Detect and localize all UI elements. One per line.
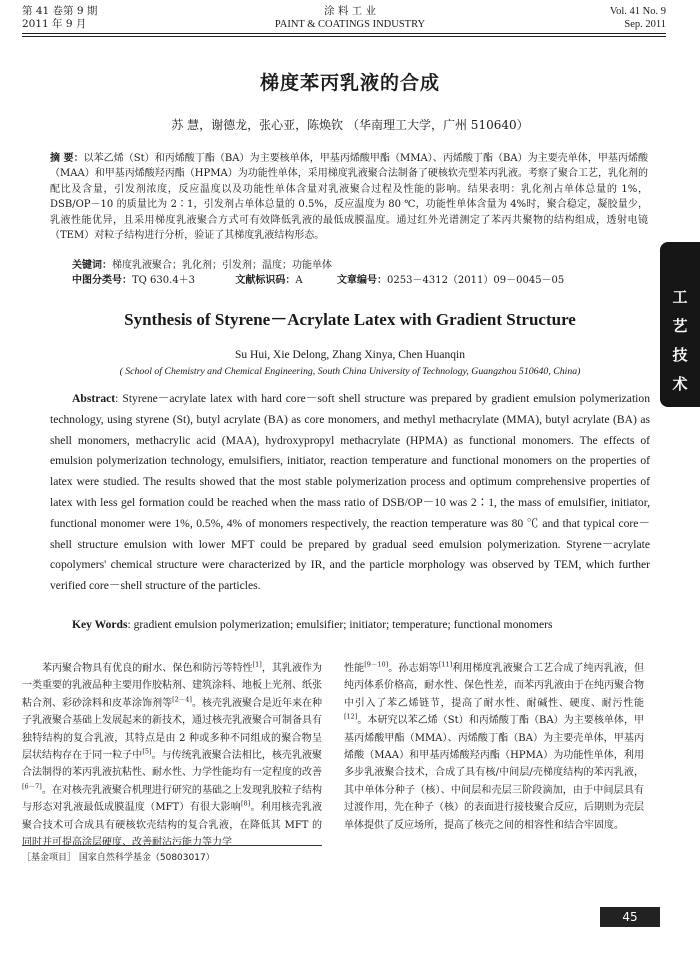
abstract-cn — [50, 151, 648, 243]
keywords-en-label: Key Words — [72, 618, 128, 631]
citation: [9－10] — [364, 660, 389, 669]
side-tab-char: 工 — [672, 288, 688, 306]
side-tab-char: 艺 — [672, 317, 688, 335]
doc-code-label: 文献标识码： — [235, 275, 296, 286]
citation: [11] — [438, 660, 453, 669]
date-cn: 2011 年 9 月 — [22, 18, 87, 30]
fund-footnote: ［基金项目］ 国家自然科学基金（50803017） — [22, 853, 215, 863]
body-text: 。孙志娟等 — [388, 663, 439, 674]
classification-line — [72, 273, 652, 288]
keywords-cn — [72, 258, 652, 273]
class-value: TQ 630.4＋3 — [132, 275, 196, 286]
abstract-en-label: Abstract — [72, 392, 116, 405]
journal-en: PAINT & COATINGS INDUSTRY — [274, 19, 426, 30]
body-right-column — [344, 660, 644, 834]
authors-en: Su Hui, Xie Delong, Zhang Xinya, Chen Huanqin — [235, 349, 465, 361]
header-rule — [22, 33, 666, 34]
side-tab-char: 术 — [672, 375, 688, 393]
body-text: 。在对核壳乳液聚合机理进行研究的基础之上发现乳胶粒子结构与形态对乳液最低成膜温度（MFT）有很大影响 — [22, 784, 322, 814]
volume-en: Vol. 41 No. 9 — [609, 6, 666, 17]
citation: [1] — [252, 660, 262, 669]
keywords-en — [72, 616, 652, 634]
doc-code-value: A — [295, 275, 303, 286]
keywords-en-text: : gradient emulsion polymerization; emulsifier; initiator; temperature; functional monomers — [127, 618, 553, 631]
header-rule-thin — [22, 36, 666, 37]
body-text: 利用梯度乳液聚合工艺合成了纯丙乳液，但纯丙体系价格高，耐水性、保色性差，而苯丙乳液由于在纯丙聚合物中引入了苯乙烯链节，提高了耐水性、耐碱性、硬度、耐污性能 — [344, 663, 645, 709]
affiliation-en: ( School of Chemistry and Chemical Engineering, South China University of Technology, Guangzhou 510640, China) — [119, 366, 581, 377]
body-text: ，其乳液作为一类重要的乳液品种主要用作胶粘剂、建筑涂料、地板上光剂、纸张粘合剂、彩砂涂料和皮革涂饰剂等 — [22, 663, 323, 709]
date-en: Sep. 2011 — [624, 19, 666, 30]
abstract-cn-label: 摘 要： — [50, 153, 84, 164]
page-title-cn: 梯度苯丙乳液的合成 — [259, 72, 440, 94]
page-title-en: Synthesis of Styrene－Acrylate Latex with Gradient Structure — [124, 310, 576, 329]
body-left-column — [22, 660, 322, 851]
body-text: 苯丙聚合物具有优良的耐水、保色和防污等特性 — [42, 663, 253, 674]
keywords-cn-label: 关键词： — [72, 260, 112, 271]
keywords-cn-text: 梯度乳液聚合；乳化剂；引发剂；温度；功能单体 — [112, 260, 332, 271]
body-text: 。与传统乳液聚合法相比，核壳乳液聚合法制得的苯丙乳液抗粘性、耐水性、力学性能均有一定程度的改善 — [22, 750, 323, 779]
journal-cn: 涂 料 工 业 — [323, 5, 376, 17]
body-text: 。核壳乳液聚合是近年来在种子乳液聚合基础上发展起来的新技术，通过核壳乳液聚合可制备具有独特结构的复合乳液，其特点是由 2 种或多种不同组成的聚合物呈层状结构存在于同一粒子中 — [22, 697, 323, 762]
citation: [2－4] — [172, 695, 192, 704]
citation: [8] — [240, 799, 251, 808]
article-no-value: 0253－4312（2011）09－0045－05 — [387, 275, 565, 286]
side-tab-char: 技 — [672, 346, 688, 364]
abstract-cn-text: 以苯乙烯（St）和丙烯酸丁酯（BA）为主要核单体，甲基丙烯酸甲酯（MMA）、丙烯酸丁酯（BA）为主要壳单体，甲基丙烯酸（MAA）和甲基丙烯酸羟丙酯（HPMA）为功能性单体，采用梯度乳液聚合法制备了硬核软壳型苯丙乳液。考察了聚合工艺，乳化剂的配比及含量，引发剂浓度，反应温度以及功能性单体含量对乳液聚合过程及性能的影响。结果表明：乳化剂占单体总量的 1%，DSB/OP－10 的质量比为 2∶1，引发剂占单体总量的 0.5%，反应温度为 80 ℃，功能性单体含量为 4%时，聚合稳定，凝胶量少，乳液性能优异，且采用梯度乳液聚合方式可有效降低乳液的最低成膜温度。通过红外光谱测定了苯丙共聚物的结构组成，透射电镜（TEM）对粒子结构进行分析，验证了其梯度乳液结构形态。 — [50, 153, 648, 242]
body-text: 。利用核壳乳液聚合技术可合成具有硬核软壳结构的复合乳液，在降低其 MFT 的同时并可提高涂层硬度、改善耐沾污能力等力学 — [22, 802, 322, 849]
authors-cn: 苏 慧，谢德龙，张心亚，陈焕钦 （华南理工大学，广州 510640） — [171, 118, 529, 132]
article-no-label: 文章编号： — [337, 275, 388, 286]
footnote-rule — [22, 845, 322, 846]
citation: [6－7] — [22, 782, 42, 791]
section-side-tab — [660, 242, 700, 407]
abstract-en — [50, 389, 650, 597]
body-text: 。本研究以苯乙烯（St）和丙烯酸丁酯（BA）为主要核单体，甲基丙烯酸甲酯（MMA）、丙烯酸丁酯（BA）为主要壳单体，甲基丙烯酸（MAA）和甲基丙烯酸羟丙酯（HPMA）为功能性单体，利用多步乳液聚合技术，合成了具有核/中间层/壳梯度结构的苯丙乳液，其中单体分种子（核）、中间层和壳层三阶段滴加，由于中间层具有过渡作用，先在种子（核）的表面进行接枝聚合反应，后期则为壳层单体提供了反应场所，提高了核壳之间的相容性和结合牢固度。 — [344, 715, 644, 831]
abstract-en-text: : Styrene－acrylate latex with hard core－soft shell structure was prepared by gradient emulsion polymerization technology, using styrene (St), butyl acrylate (BA) as core monomers, and methyl methacrylate (MMA), butyl acrylate (BA) as shell monomers, methacrylic acid (MAA), hydroxypropyl methacrylate (HPMA) as functional monomers. The effects of emulsion polymerization technology, emulsifiers, initiator, reaction temperature and functional monomers on the properties of latex were studied. The results showed that the most stable polymerization process and optimum comprehensive properties of latex with less gel formation could be reached when the mass ratio of DSB/OP－10 was 2∶1, the mass of emulsifier, initiator, functional monomer were 1%, 0.5%, 4% of monomers respectively, the reaction temperature was 80 ℃ and that typical core－shell structure emulsion with lower MFT could be prepared by gradual seed emulsion polymerization. Styrene－acrylate copolymers' chemical structure were characterized by IR, and the particle morphology was observed by TEM, which further verified core－shell structure of the particles. — [50, 392, 650, 593]
body-text: 性能 — [344, 663, 365, 674]
citation: [5] — [142, 747, 152, 756]
volume-cn: 第 41 卷第 9 期 — [22, 5, 98, 17]
page-number: 45 — [600, 907, 660, 927]
class-label: 中图分类号： — [72, 275, 132, 286]
citation: [12] — [344, 712, 358, 721]
